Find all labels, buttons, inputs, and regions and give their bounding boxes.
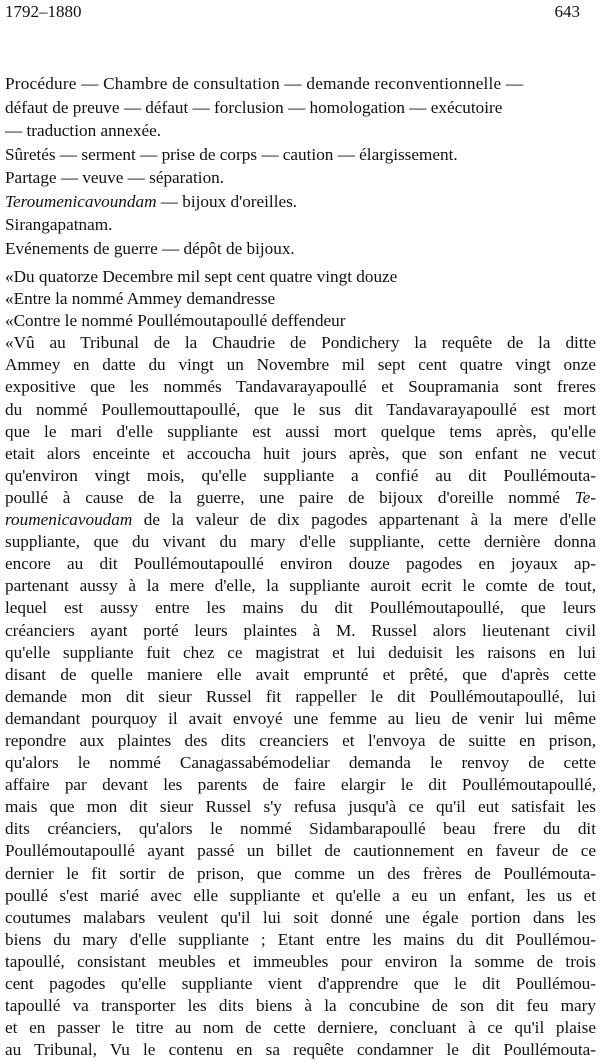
text-line: dernier le fit sortir de prison, que comme un des frères de Poullémouta- (5, 863, 596, 883)
entre-line: «Entre la nommé Ammey demandresse (5, 289, 276, 309)
text-line: créanciers ayant porté leurs plaintes à M. Russel alors lieutenant civil (5, 620, 596, 640)
jewel-name-end: roumenicavoudam (5, 510, 133, 530)
text-line: Poullémoutapoullé ayant passé un billet de cautionnement en faveur de ce (5, 841, 596, 861)
text-line: demande mon dit sieur Russel fit rappeller le dit Poullémoutapoullé, lui (5, 686, 596, 706)
text-line: demandant pourquoy il avait envoyé une femme au lieu de venir lui même (5, 708, 596, 728)
text-line: mais que mon dit sieur Russel s'y refusa jusqu'à ce qu'il eut satisfait les (5, 797, 596, 817)
summary-bijoux (5, 190, 597, 214)
summary-procedure-line: — traduction annexée. (5, 121, 162, 140)
text-line: et en passer le titre au nom de cette derniere, concluant à ce qu'il plaise (5, 1018, 596, 1038)
summary-bijoux-term: Teroumenicavoundam (5, 191, 157, 211)
text-line: expositive que les nommés Tandavarayapoullé et Soupramania sont freres (5, 377, 596, 397)
text-line: cent pagodes qu'elle suppliante vient d'apprendre que le dit Poullémou- (5, 974, 596, 993)
text-line: au Tribunal, Vu le contenu en sa requête condamner le dit Poullémouta- (5, 1040, 596, 1060)
summary-block (5, 72, 597, 260)
document-transcription (5, 266, 596, 1061)
text-line: du nommé Poullemouttapoullé, que le sus dit Tandavarayapoullé est mort (5, 399, 596, 419)
jewel-name-start: Te- (574, 487, 596, 507)
text-line: repondre aux plaintes des dits creanciers et l'envoya de suitte en prison, (5, 730, 596, 750)
page-number: 643 (554, 2, 580, 21)
summary-place: Sirangapatnam. (5, 215, 113, 234)
header-period: 1792–1880 (5, 2, 82, 21)
text-span: de la valeur de dix pagodes appartenant à la mere d'elle (132, 510, 596, 530)
contre-line: «Contre le nommé Poullémoutapoullé deffendeur (5, 311, 346, 331)
text-line-teroumenica (5, 487, 596, 509)
summary-suretes: Sûretés — serment — prise de corps — caution — élargissement. (5, 144, 458, 164)
text-line: encore au dit Poullémoutapoullé environ douze pagodes en joyaux ap- (5, 554, 596, 574)
text-span: poullé à cause de la guerre, une paire de bijoux d'oreille nommé (5, 487, 575, 507)
text-line: tapoullé, consistant meubles et immeubles pour environ la somme de trois (5, 951, 596, 971)
text-line: etait alors enceinte et accoucha huit jours après, que son enfant ne vecut (5, 443, 596, 463)
text-line: disant de quelle maniere elle avait emprunté et prêté, que d'après cette (5, 664, 596, 684)
summary-partage: Partage — veuve — séparation. (5, 168, 225, 187)
text-line: suppliante, que du vivant du mary d'elle suppliante, cette dernière donna (5, 532, 596, 552)
summary-procedure-line: défaut de preuve — défaut — forclusion — homologation — exécutoire (5, 97, 503, 117)
text-line: biens du mary d'elle suppliante ; Etant entre les mains du dit Poullémou- (5, 929, 596, 949)
text-line: dits créanciers, qu'alors le nommé Sidambarapoullé beau frere du dit (5, 819, 596, 839)
summary-bijoux-rest: — bijoux d'oreilles. (156, 191, 298, 211)
text-line: lequel est aussy entre les mains du dit Poullémoutapoullé, que leurs (5, 598, 596, 618)
text-line-roumenica (5, 509, 596, 531)
text-line: qu'alors le nommé Canagassabémodeliar demanda le renvoy de cette (5, 753, 596, 773)
text-line: Ammey en datte du vingt un Novembre mil sept cent quatre vingt onze (5, 355, 596, 375)
running-header (5, 2, 580, 28)
text-line: partenant aussy à la mere d'elle, la suppliante auroit ecrit le comte de tout, (5, 576, 596, 596)
text-line: coutumes malabars veulent qu'il lui soit donné une égale portion dans les (5, 907, 596, 927)
text-line: que le mari d'elle suppliante est aussi mort quelque tems après, qu'elle (5, 421, 596, 441)
text-line: qu'environ vingt mois, qu'elle suppliante a confié au dit Poullémouta- (5, 465, 596, 485)
summary-evenements: Evénements de guerre — dépôt de bijoux. (5, 238, 295, 258)
summary-procedure-line: Procédure — Chambre de consultation — demande reconventionnelle — (5, 74, 524, 93)
date-line: «Du quatorze Decembre mil sept cent quatre vingt douze (5, 267, 398, 286)
text-line: tapoullé va transporter les dits biens à la concubine de son dit feu mary (5, 996, 596, 1016)
text-line: poullé s'est marié avec elle suppliante et qu'elle a eu un enfant, les us et (5, 885, 596, 905)
text-line: «Vû au Tribunal de la Chaudrie de Pondichery la requête de la ditte (5, 333, 596, 353)
text-line: qu'elle suppliante fuit chez ce magistrat et lui deduisit les raisons en lui (5, 642, 596, 662)
text-line: affaire par devant les parents de faire elargir le dit Poullémoutapoullé, (5, 775, 596, 795)
